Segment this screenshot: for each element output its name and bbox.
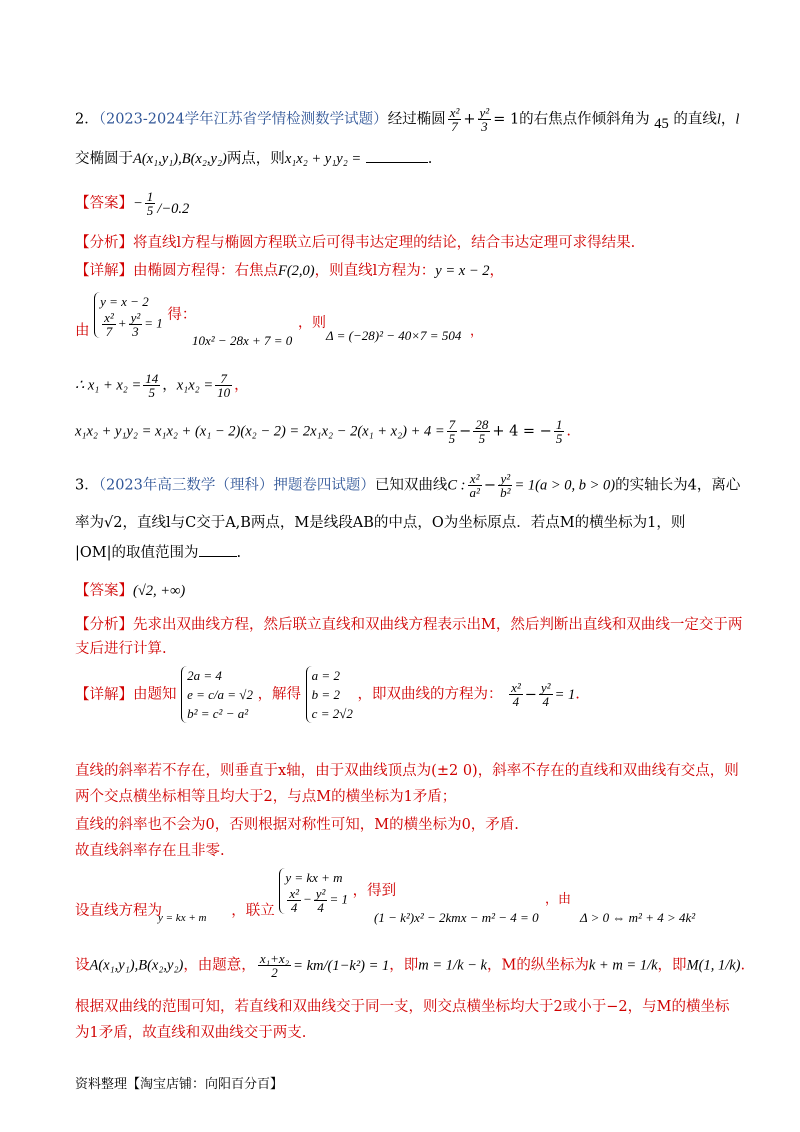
q2-text: 的右焦点作倾斜角为 xyxy=(519,111,650,128)
frac-x2-7: $\frac{\text{x²}}{7}$ xyxy=(449,105,460,134)
frac-7-10: $\frac{7}{10}$ xyxy=(217,371,231,400)
q3-detail: 【详解】由题知 2a = 4 e = c/a = √2 b² = c² − a² ，解得 a = 2 b = 2 c = 2√2 ，即双曲线的方程为： $\frac{\text{x²}}{4}$ − $\frac{\text{y²}}{4}$ = 1. xyxy=(75,668,580,721)
final-expr: x₁x₂ + y₁y₂ = x₁x₂ + (x₁ − 2)(x₂ − 2) = 2x₁x₂ − 2(x₁ + x₂) + 4 = xyxy=(75,423,445,440)
m-value: m = 1/k − k xyxy=(418,957,487,974)
q2-answer: 【答案】− $\frac{1}{5}$ /−0.2 xyxy=(75,189,190,218)
system-line-hyperbola: y = kx + m $\frac{\text{x²}}{4}$ − $\frac{\text{y²}}{4}$ = 1 xyxy=(279,868,348,914)
line-form: y = kx + m xyxy=(285,870,343,885)
q2-l: l xyxy=(716,111,721,128)
p6-text: ，即 xyxy=(657,957,687,974)
frac-y2-3: $\frac{\text{y²}}{3}$ xyxy=(479,105,490,134)
detail-text: ，则直线l方程为： xyxy=(314,263,436,279)
m-point: M(1, 1/k) xyxy=(686,957,741,974)
detail-tag: 【详解】 xyxy=(75,686,133,703)
q2-expr: x₁x₂ + y₁y₂ = xyxy=(284,151,362,167)
given-1: 2a = 4 xyxy=(187,668,222,683)
prod-label: x₁x₂ = xyxy=(176,377,214,394)
frac-1-5: $\frac{1}{5}$ xyxy=(146,189,154,218)
q2-source: （2023-2024学年江苏省学情检测数学试题） xyxy=(98,111,388,128)
y-value: k + m = 1/k xyxy=(588,957,658,974)
answer-alt: /−0.2 xyxy=(157,200,190,217)
system-bracket: y = x − 2 $\frac{\text{x²}}{7}$ + $\frac{\text{y²}}{3}$ = 1 xyxy=(94,292,163,338)
q3-p2: 两个交点横坐标相等且均大于2，与点M的横坐标为1矛盾； xyxy=(75,789,457,805)
analysis-tag: 【分析】 xyxy=(75,617,133,633)
quadratic-eq: 10x² − 28x + 7 = 0 xyxy=(192,333,293,348)
system-solved xyxy=(306,666,353,723)
q3-number: 3． xyxy=(75,477,99,494)
p5-text: ，由 xyxy=(545,891,572,906)
q2-text: 经过椭圆 xyxy=(387,111,446,128)
q2-points: A(x₁,y₁),B(x₂,y₂) xyxy=(133,151,227,167)
q3-text: |OM|的取值范围为 xyxy=(75,545,199,561)
p6-text: ，由题意， xyxy=(183,957,256,974)
detail-text: ，解得 xyxy=(257,686,302,703)
line-form-small: y = kx + m xyxy=(158,912,207,924)
curve-name: C : xyxy=(447,477,466,494)
analysis-tag: 【分析】 xyxy=(75,235,133,251)
footer: 资料整理【淘宝店铺：向阳百分百】 xyxy=(75,1077,284,1092)
p6-text: M的纵坐标为 xyxy=(501,957,589,974)
given-2: e = c/a = √2 xyxy=(187,687,253,702)
sum-label: ∴ x₁ + x₂ = xyxy=(75,377,142,394)
answer-tag: 【答案】 xyxy=(75,195,133,212)
p6-text: 设 xyxy=(75,957,90,974)
system-eq-1: y = x − 2 xyxy=(100,294,149,309)
discriminant: Δ > 0 ⇔ m² + 4 > 4k² xyxy=(580,910,696,925)
q3-p8: 为1矛盾，故直线和双曲线交于两支. xyxy=(75,1025,307,1041)
q2-vieta: ∴ x₁ + x₂ = $\frac{14}{5}$ ，x₁x₂ = $\frac{7}{10}$ ， xyxy=(75,371,249,400)
given-3: b² = c² − a² xyxy=(187,706,249,721)
p6-points: A(x₁,y₁),B(x₂,y₂) xyxy=(89,957,184,974)
q2-line-1: 2．（2023-2024学年江苏省学情检测数学试题）经过椭圆 $\frac{\text{x²}}{7}$ + $\frac{\text{y²}}{3}$ = 1的右焦点作倾斜角为 45 的直线l，l xyxy=(75,105,740,134)
q2-text: 交椭圆于 xyxy=(75,151,133,167)
quadratic-2: (1 − k²)x² − 2kmx − m² − 4 = 0 xyxy=(374,910,539,925)
solved-3: c = 2√2 xyxy=(311,706,353,721)
p5-text: ，联立 xyxy=(231,903,275,919)
q3-text: 已知双曲线 xyxy=(374,477,448,494)
q2-text: 的直线 xyxy=(673,111,717,128)
midpoint-eq: = km/(1−k²) = 1 xyxy=(293,957,390,974)
q2-text: 两点，则 xyxy=(226,151,285,167)
detail-text: ，即双曲线的方程为： xyxy=(357,686,503,703)
q2-l: l xyxy=(735,111,740,128)
comma: ， xyxy=(470,323,484,338)
p5-text: 设直线方程为 xyxy=(75,903,162,919)
answer-blank xyxy=(366,148,428,163)
system-given xyxy=(181,666,253,723)
q3-analysis-2: 支后进行计算. xyxy=(75,641,167,657)
answer-blank xyxy=(199,542,237,557)
q3-p3: 直线的斜率也不会为0，否则根据对称性可知，M的横坐标为0，矛盾. xyxy=(75,817,519,833)
p5-text: ，得到 xyxy=(352,883,397,899)
delta-eq: Δ = (−28)² − 40×7 = 504 xyxy=(326,328,462,343)
detail-tag: 【详解】 xyxy=(75,263,133,279)
solved-1: a = 2 xyxy=(311,668,340,683)
analysis-text: 先求出双曲线方程，然后联立直线和双曲线方程表示出M，然后判断出直线和双曲线一定交于两 xyxy=(133,617,743,633)
q2-analysis xyxy=(75,232,740,254)
q3-line-2: 率为√2，直线l与C交于A,B两点，M是线段AB的中点，O为坐标原点．若点M的横坐标为1，则 xyxy=(75,515,686,531)
q3-answer xyxy=(75,580,740,602)
analysis-text: 将直线l方程与椭圆方程联立后可得韦达定理的结论，结合韦达定理可求得结果. xyxy=(133,235,636,251)
text-you: 由 xyxy=(75,323,90,339)
solved-2: b = 2 xyxy=(311,687,340,702)
line-equation: y = x − 2 xyxy=(435,263,490,279)
text-ze: ，则 xyxy=(298,315,326,331)
text-de: 得： xyxy=(167,307,197,323)
q2-final: x₁x₂ + y₁y₂ = x₁x₂ + (x₁ − 2)(x₂ − 2) = 2x₁x₂ − 2(x₁ + x₂) + 4 = $\frac{7}{5}$ − $\frac{28}{5}$ + 4 = − $\frac{1}{5}$ . xyxy=(75,417,571,446)
q3-line-3: |OM|的取值范围为 . xyxy=(75,542,740,564)
q2-angle: 45 xyxy=(654,115,669,132)
answer-value: (√2, +∞) xyxy=(133,583,186,599)
detail-text: 由题知 xyxy=(133,686,177,703)
q3-p6: 设A(x₁,y₁),B(x₂,y₂)，由题意， $\frac{\text{x₁+x₂}}{2}$ = km/(1−k²) = 1，即m = 1/k − k，M的纵坐标为k + m = 1/k，即M(1, 1/k). xyxy=(75,951,746,980)
q2-number: 2． xyxy=(75,111,99,128)
q3-source: （2023年高三数学（理科）押题卷四试题） xyxy=(98,477,375,494)
q2-detail: 【详解】由椭圆方程得：右焦点F(2,0)，则直线l方程为：y = x − 2， xyxy=(75,263,504,279)
q3-p7: 根据双曲线的范围可知，若直线和双曲线交于同一支，则交点横坐标均大于2或小于−2，与M的横坐标 xyxy=(75,999,730,1015)
curve-cond: = 1(a > 0, b > 0) xyxy=(514,477,616,494)
q2-line-2: 交椭圆于A(x₁,y₁),B(x₂,y₂)两点，则x₁x₂ + y₁y₂ = . xyxy=(75,148,740,170)
q3-text: 的实轴长为4，离心 xyxy=(615,477,741,494)
detail-text: 由椭圆方程得：右焦点 xyxy=(133,263,278,279)
q3-line-1: 3．（2023年高三数学（理科）押题卷四试题）已知双曲线C : $\frac{\text{x²}}{\text{a²}}$ − $\frac{\text{y²}}{\text{b²}}$ = 1(a > 0, b > 0)的实轴长为4，离心 xyxy=(75,471,741,500)
q3-p1: 直线的斜率若不存在，则垂直于x轴，由于双曲线顶点为(±2 0)，斜率不存在的直线和双曲线有交点，则 xyxy=(75,763,739,779)
q3-p4: 故直线斜率存在且非零. xyxy=(75,843,225,859)
p6-text: ，即 xyxy=(389,957,419,974)
frac-14-5: $\frac{14}{5}$ xyxy=(145,371,159,400)
answer-tag: 【答案】 xyxy=(75,583,133,599)
focus-point: F(2,0) xyxy=(278,263,315,279)
q3-analysis-1 xyxy=(75,614,743,636)
